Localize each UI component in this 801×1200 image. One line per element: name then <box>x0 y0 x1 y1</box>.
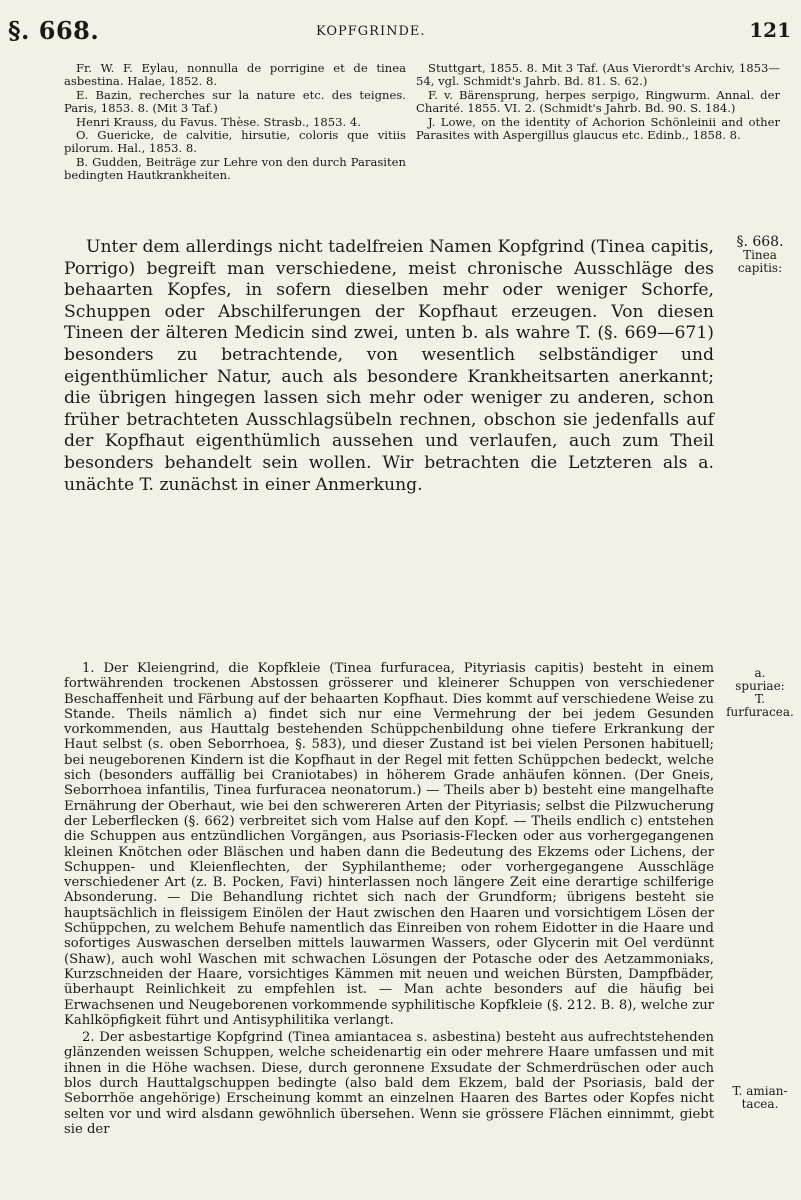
page-header <box>8 14 791 48</box>
margin-line: Tinea <box>743 248 777 262</box>
margin-line: a. <box>754 666 766 680</box>
margin-line: furfuracea. <box>726 705 794 719</box>
annotation-paragraph-1: 1. Der Kleiengrind, die Kopfkleie (Tinea furfuracea, Pityriasis capitis) besteht in einem fortwährenden trockenen Abstossen grösserer und kleinerer Schuppen von verschiedener Beschaffenheit und Färbung auf der behaarten Kopfhaut. Dies kommt auf verschiedene Weise zu Stande. Theils nämlich a) findet sich nur eine Vermehrung der bei jedem Gesunden vorkommenden, aus Hauttalg bestehenden Schüppchenbildung ohne tiefere Erkrankung der Haut selbst (s. oben Seborrhoea, §. 583), und dieser Zustand ist bei vielen Personen habituell; bei neugeborenen Kindern ist die Kopfhaut in der Regel mit fetten Schüppchen bedeckt, welche sich (besonders auffällig bei Craniotabes) in höherem Grade anhäufen können. (Der Gneis, Seborrhoea infantilis, Tinea furfuracea neonatorum.) — Theils aber b) besteht eine mangelhafte Ernährung der Oberhaut, wie bei den schwereren Arten der Pityriasis; selbst die Pilzwucherung der Leberflecken (§. 662) verbreitet sich vom Halse auf den Kopf. — Theils endlich c) entstehen die Schuppen aus entzündlichen Vorgängen, aus Psoriasis-Flecken oder aus vorhergegangenen kleinen Knötchen oder Bläschen und haben dann die Bedeutung des Ekzems oder Lichens, der Schuppen- und Kleienflechten, der Syphilantheme; oder vorhergegangene Ausschläge verschiedener Art (z. B. Pocken, Favi) hinterlassen noch längere Zeit eine derartige schilferige Absonderung. — Die Behandlung richtet sich nach der Grundform; übrigens besteht sie hauptsächlich in fleissigem Einölen der Haut zwischen den Haaren und vorsichtigem Lösen der Schüppchen, zu welchem Behufe namentlich das Einreiben von rohem Eidotter in die Haare und sofortiges Auswaschen derselben mittels lauwarmen Wassers, oder Glycerin mit Oel verdünnt (Shaw), auch wohl Waschen mit schwachen Lösungen der Potasche oder des Aetzammoniaks, Kurzschneiden der Haare, vorsichtiges Kämmen mit neuen und weichen Bürsten, Dampfbäder, überhaupt Reinlichkeit zu empfehlen ist. — Man achte besonders auf die häufig bei Erwachsenen und Neugeborenen vorkommende syphilitische Kopfkleie (§. 212. B. 8), welche zur Kahlköpfigkeit führt und Antisyphilitika verlangt. <box>64 661 714 1028</box>
bibliography-left-column <box>64 62 406 183</box>
bibliography-entry: F. v. Bärensprung, herpes serpigo, Ringwurm. Annal. der Charité. 1855. VI. 2. (Schmidt's Jahrb. Bd. 90. S. 184.) <box>416 87 780 116</box>
bibliography-entry: Henri Krauss, du Favus. Thèse. Strasb., 1853. 4. <box>76 114 361 129</box>
main-text <box>64 237 714 496</box>
section-number: §. 668. <box>8 16 100 45</box>
bibliography-entry: B. Gudden, Beiträge zur Lehre von den durch Parasiten bedingten Hautkrankheiten. <box>64 154 406 183</box>
margin-line: tacea. <box>741 1097 779 1111</box>
bibliography-entry: E. Bazin, recherches sur la nature etc. des teignes. Paris, 1853. 8. (Mit 3 Taf.) <box>64 87 406 116</box>
annotation-paragraph-2: 2. Der asbestartige Kopfgrind (Tinea amiantacea s. asbestina) besteht aus aufrechtstehenden glänzenden weissen Schuppen, welche scheidenartig ein oder mehrere Haare umfassen und mit ihnen in die Höhe wachsen. Diese, durch geronnene Exsudate der Schmerdrüschen oder auch blos durch Hauttalgschuppen bedingte (also bald dem Ekzem, bald der Psoriasis, bald der Seborrhöe angehörige) Erscheinung kommt an einzelnen Haaren des Bartes oder Kopfes nicht selten vor und wird alsdann gewöhnlich übersehen. Wenn sie grössere Flächen einnimmt, giebt sie der <box>64 1030 714 1137</box>
margin-line: T. <box>754 692 766 706</box>
annotation-text <box>64 661 714 1139</box>
margin-line: T. amian- <box>732 1084 788 1098</box>
margin-line: spuriae: <box>735 679 785 693</box>
bibliography-entry: Stuttgart, 1855. 8. Mit 3 Taf. (Aus Vierordt's Archiv, 1853—54, vgl. Schmidt's Jahrb. Bd. 81. S. 62.) <box>416 61 780 89</box>
page-number: 121 <box>749 18 791 42</box>
bibliography-entry: J. Lowe, on the identity of Achorion Schönleinii and other Parasites with Aspergillus glaucus etc. Edinb., 1858. 8. <box>416 114 780 143</box>
bibliography-right-column <box>416 62 780 142</box>
margin-note-amiantacea <box>720 1085 800 1111</box>
margin-line: capitis: <box>737 261 783 275</box>
margin-note-furfuracea <box>720 667 800 719</box>
margin-section: §. 668. <box>736 234 784 250</box>
margin-note-tinea-capitis <box>720 236 800 275</box>
bibliography-entry: O. Guericke, de calvitie, hirsutie, coloris que vitiis pilorum. Hal., 1853. 8. <box>64 128 406 156</box>
running-title: KOPFGRINDE. <box>316 24 426 39</box>
bibliography-entry: Fr. W. F. Eylau, nonnulla de porrigine et de tinea asbestina. Halae, 1852. 8. <box>64 61 406 89</box>
main-paragraph: Unter dem allerdings nicht tadelfreien Namen Kopfgrind (Tinea capitis, Porrigo) begreift man verschiedene, meist chronische Ausschläge des behaarten Kopfes, in sofern dieselben mehr oder weniger Schorfe, Schuppen oder Abschilferungen der Kopfhaut erzeugen. Von diesen Tineen der älteren Medicin sind zwei, unten b. als wahre T. (§. 669—671) besonders zu betrachtende, von wesentlich selbständiger und eigenthümlicher Natur, auch als besondere Krankheitsarten anerkannt; die übrigen hingegen lassen sich mehr oder weniger zu anderen, schon früher betrachteten Ausschlagsübeln rechnen, obschon sie jedenfalls auf der Kopfhaut eigenthümlich aussehen und verlaufen, auch zum Theil besonders behandelt sein wollen. Wir betrachten die Letzteren als a. unächte T. zunächst in einer Anmerkung. <box>64 237 714 495</box>
